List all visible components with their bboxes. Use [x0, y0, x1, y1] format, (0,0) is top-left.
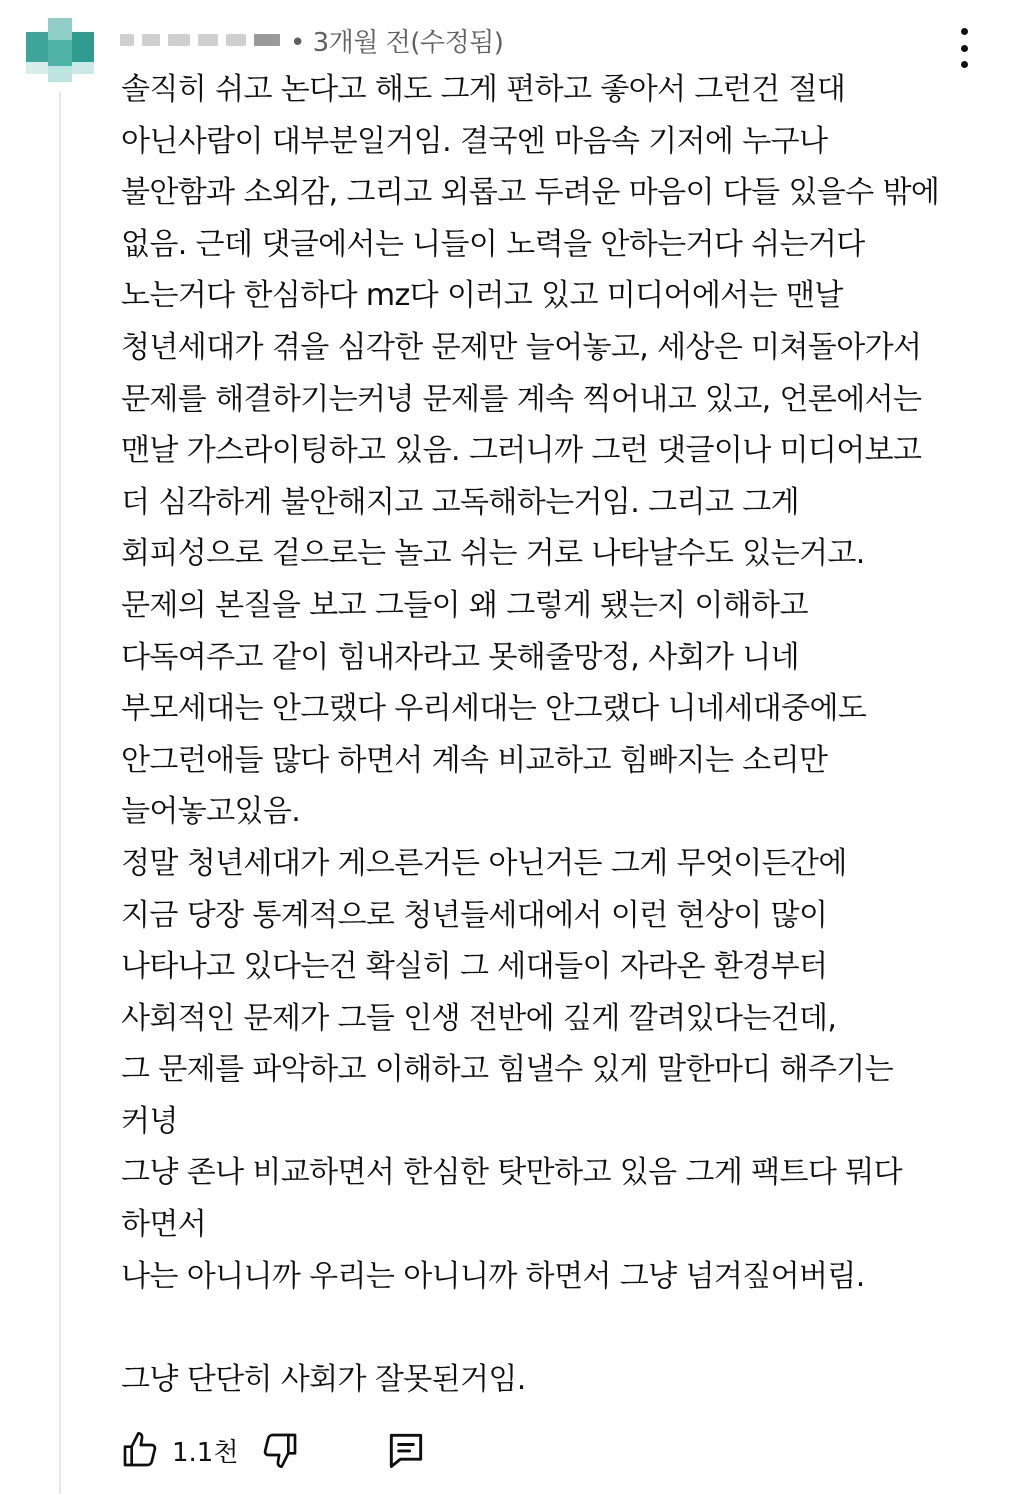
comment-line: 아닌사람이 대부분일거임. 결국엔 마음속 기저에 누구나 [121, 123, 828, 159]
comment-line: 솔직히 쉬고 논다고 해도 그게 편하고 좋아서 그런건 절대 [121, 72, 846, 107]
comment-line: 노는거다 한심하다 mz다 이러고 있고 미디어에서는 맨날 [121, 278, 843, 314]
comment-line: 다독여주고 같이 힘내자라고 못해줄망정, 사회가 니네 [121, 639, 799, 675]
avatar[interactable] [26, 18, 94, 86]
comment-line: 늘어놓고있음. [121, 794, 301, 830]
comment-line: 사회적인 문제가 그들 인생 전반에 깊게 깔려있다는건데, [121, 1000, 837, 1036]
thumbs-down-icon [260, 1430, 300, 1470]
comment-line: 나는 아니니까 우리는 아니니까 하면서 그냥 넘겨짚어버림. [121, 1258, 865, 1294]
comment-line: 불안함과 소외감, 그리고 외롭고 두려운 마음이 다들 있을수 밖에 [121, 175, 940, 211]
comment-actions [120, 1424, 428, 1476]
comment-line: 그 문제를 파악하고 이해하고 힘낼수 있게 말한마디 해주기는 [121, 1052, 894, 1088]
comment-line: 맨날 가스라이팅하고 있음. 그러니까 그런 댓글이나 미디어보고 [121, 433, 922, 469]
comment-line: 그냥 단단히 사회가 잘못된거임. [121, 1361, 526, 1397]
comment-line: 청년세대가 겪을 심각한 문제만 늘어놓고, 세상은 미쳐돌아가서 [121, 329, 922, 365]
reply-button[interactable] [384, 1428, 428, 1472]
like-button[interactable] [120, 1430, 160, 1470]
comment-line: 문제를 해결하기는커녕 문제를 계속 찍어내고 있고, 언론에서는 [121, 381, 922, 417]
comment-line: 그냥 존나 비교하면서 한심한 탓만하고 있음 그게 팩트다 뭐다 [121, 1155, 902, 1191]
comment-line: 커녕 [121, 1103, 178, 1139]
thumbs-up-icon [120, 1430, 160, 1470]
comment-line: 회피성으로 겉으로는 놀고 쉬는 거로 나타날수도 있는거고. [121, 536, 865, 572]
comment-text [121, 64, 981, 1405]
thread-line [59, 92, 61, 1494]
more-vertical-icon [961, 28, 968, 35]
comment-line-blank [121, 1302, 981, 1354]
like-count: 1.1천 [172, 1437, 239, 1468]
more-options-button[interactable] [950, 28, 978, 68]
comment-line: 지금 당장 통계적으로 청년들세대에서 이런 현상이 많이 [121, 897, 828, 933]
comment-header [120, 22, 503, 58]
comment-line: 없음. 근데 댓글에서는 니들이 노력을 안하는거다 쉬는거다 [121, 226, 865, 262]
comment-line: 안그런애들 많다 하면서 계속 비교하고 힘빠지는 소리만 [121, 742, 828, 778]
comment-line: 더 심각하게 불안해지고 고독해하는거임. 그리고 그게 [121, 484, 799, 520]
comment-timestamp[interactable]: • 3개월 전(수정됨) [290, 27, 504, 58]
comment-line: 부모세대는 안그랬다 우리세대는 안그랬다 니네세대중에도 [121, 691, 867, 727]
reply-comment-icon [384, 1428, 428, 1472]
comment-line: 문제의 본질을 보고 그들이 왜 그렇게 됐는지 이해하고 [121, 587, 808, 623]
username-redacted[interactable] [120, 34, 280, 46]
comment-line: 정말 청년세대가 게으른거든 아닌거든 그게 무엇이든간에 [121, 845, 847, 881]
comment-line: 나타나고 있다는건 확실히 그 세대들이 자라온 환경부터 [121, 949, 828, 985]
dislike-button[interactable] [260, 1430, 300, 1470]
comment-line: 하면서 [121, 1207, 207, 1243]
